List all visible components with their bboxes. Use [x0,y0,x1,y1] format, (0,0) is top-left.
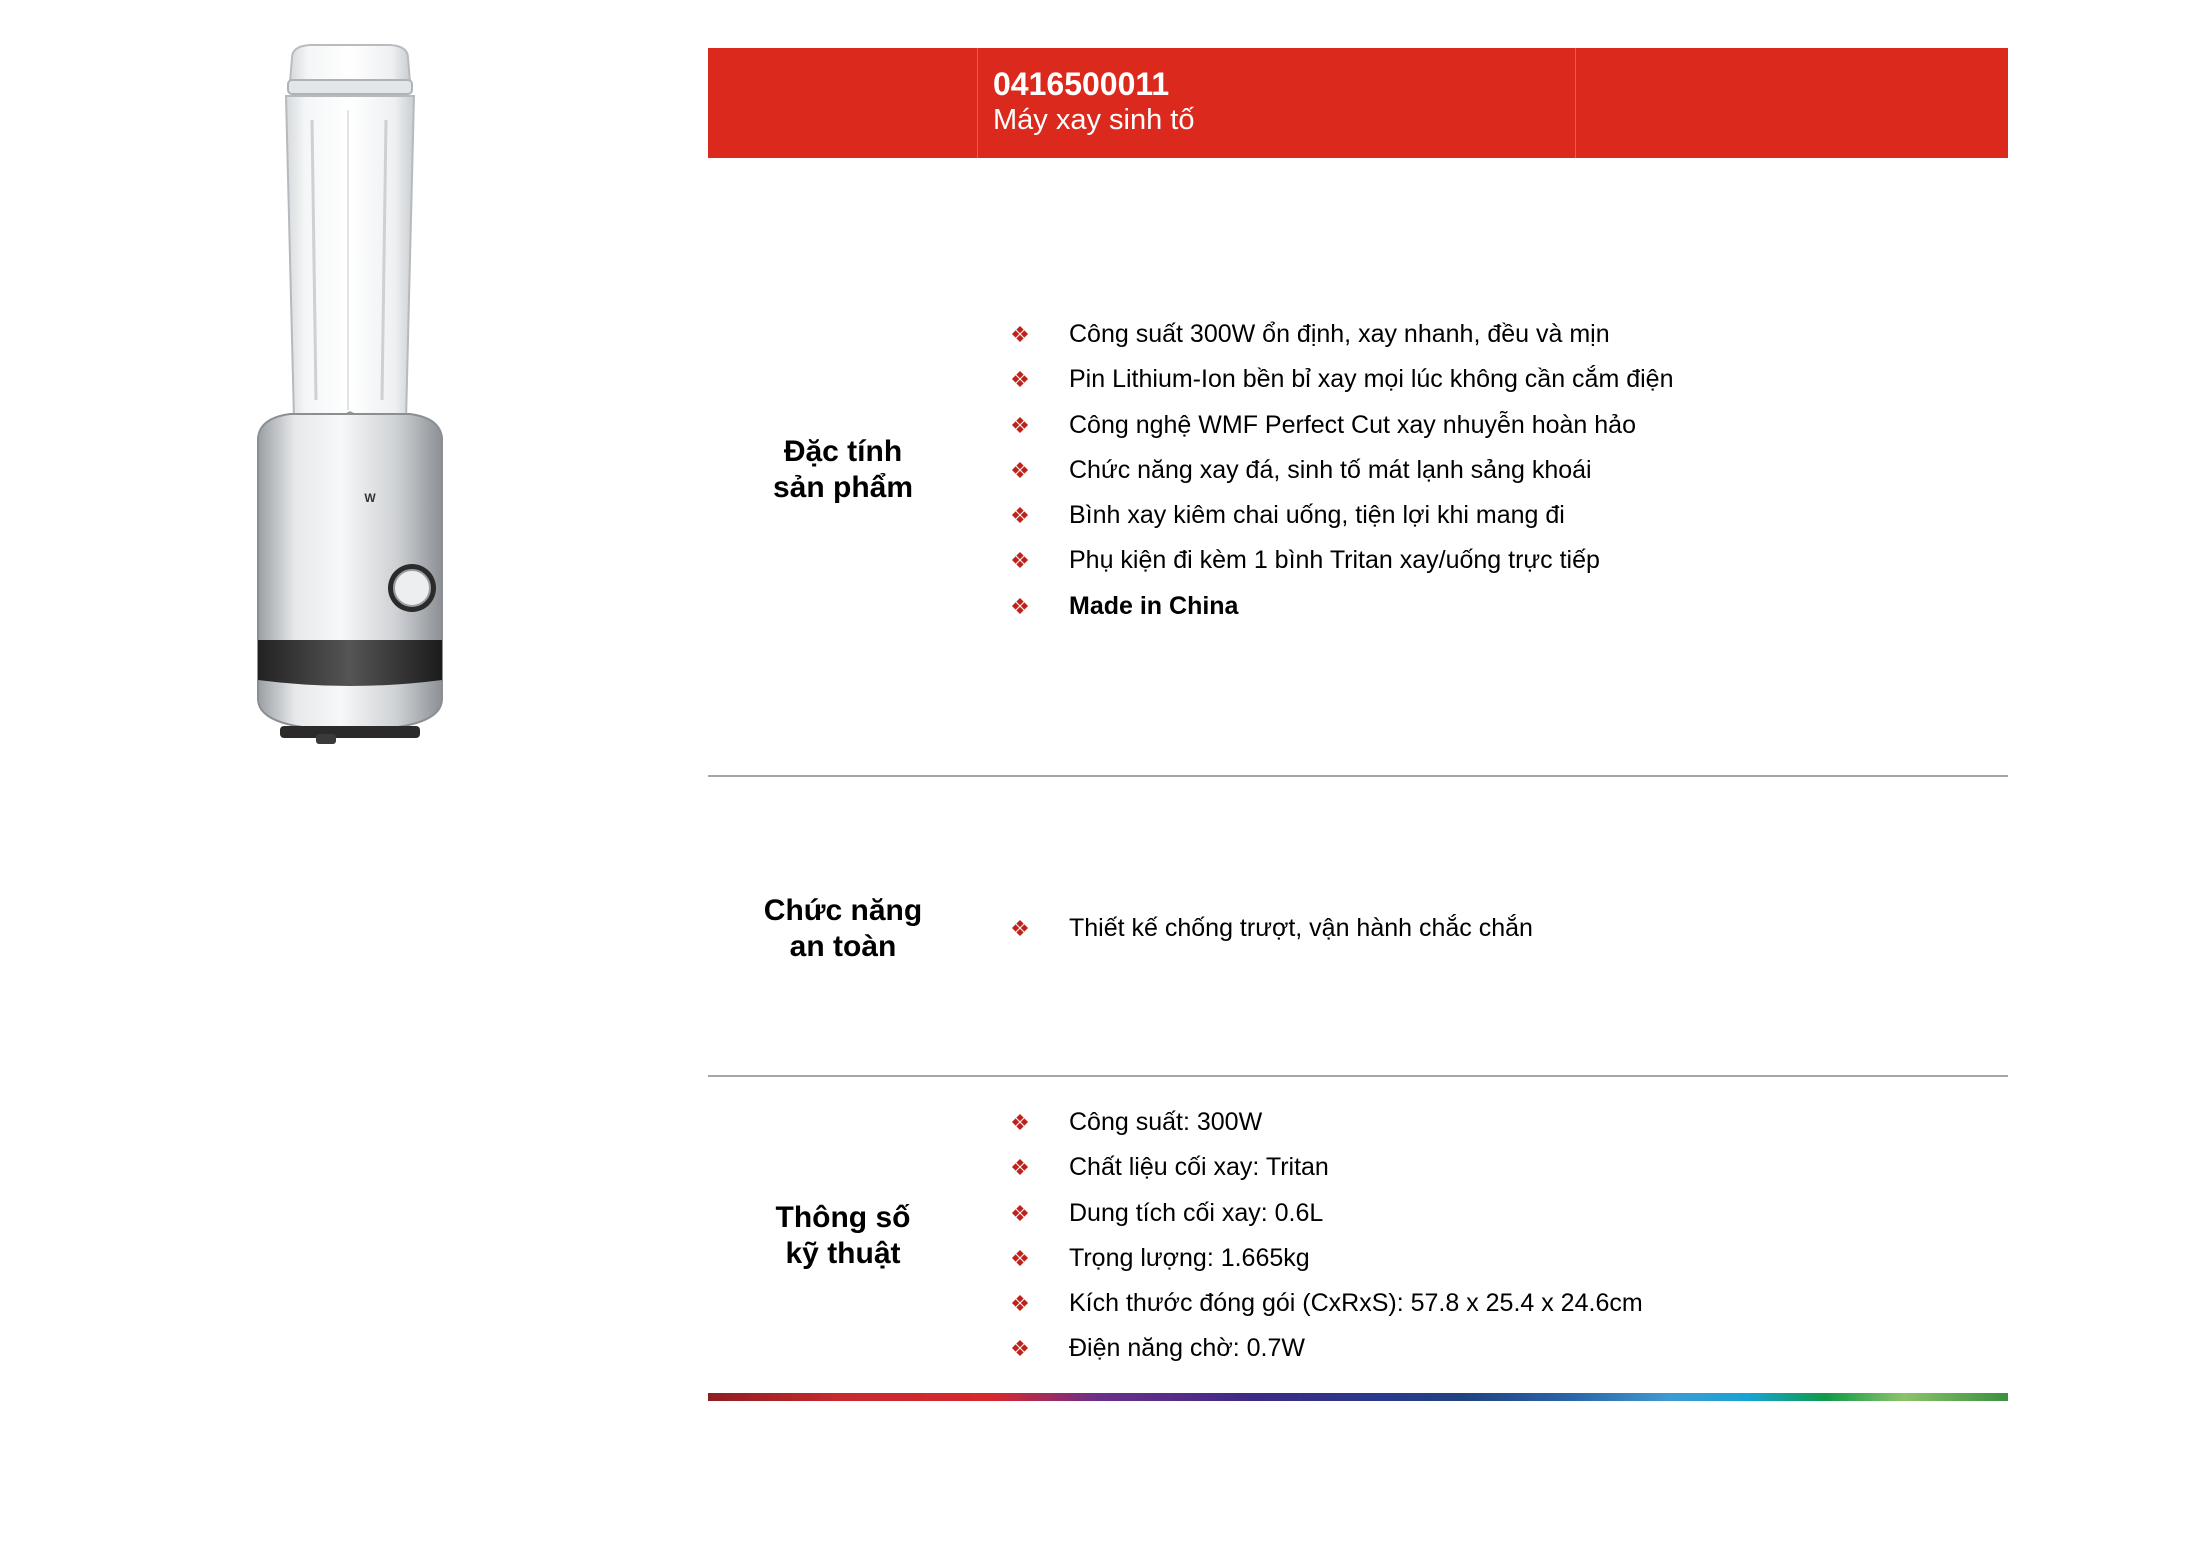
diamond-bullet-icon: ❖ [1010,457,1030,483]
product-image [230,40,490,760]
section-divider [708,1075,2008,1077]
diamond-bullet-icon: ❖ [1010,1291,1030,1317]
section-title-safety: Chức năng an toàn [763,894,923,963]
section-title-features: Đặc tính sản phẩm [772,435,914,504]
color-stripe [708,1393,2008,1401]
diamond-bullet-icon: ❖ [1010,548,1030,574]
header-middle-cell [977,48,1576,158]
diamond-bullet-icon: ❖ [1010,593,1030,619]
blender-icon [230,40,490,760]
diamond-bullet-icon: ❖ [1010,1336,1030,1362]
product-name: Máy xay sinh tố [993,104,1195,136]
diamond-bullet-icon: ❖ [1010,1200,1030,1226]
diamond-bullet-icon: ❖ [1010,1155,1030,1181]
diamond-bullet-icon: ❖ [1010,412,1030,438]
product-header [708,48,2008,158]
section-divider [708,775,2008,777]
product-code: 0416500011 [993,66,1170,102]
diamond-bullet-icon: ❖ [1010,503,1030,529]
diamond-bullet-icon: ❖ [1010,322,1030,347]
diamond-bullet-icon: ❖ [1010,1245,1030,1271]
diamond-bullet-icon: ❖ [1010,1110,1030,1135]
diamond-bullet-icon: ❖ [1010,916,1030,941]
section-title-specs: Thông số kỹ thuật [775,1201,911,1270]
svg-text:W: W [364,491,376,505]
header-left-cell [708,48,977,158]
diamond-bullet-icon: ❖ [1010,367,1030,393]
